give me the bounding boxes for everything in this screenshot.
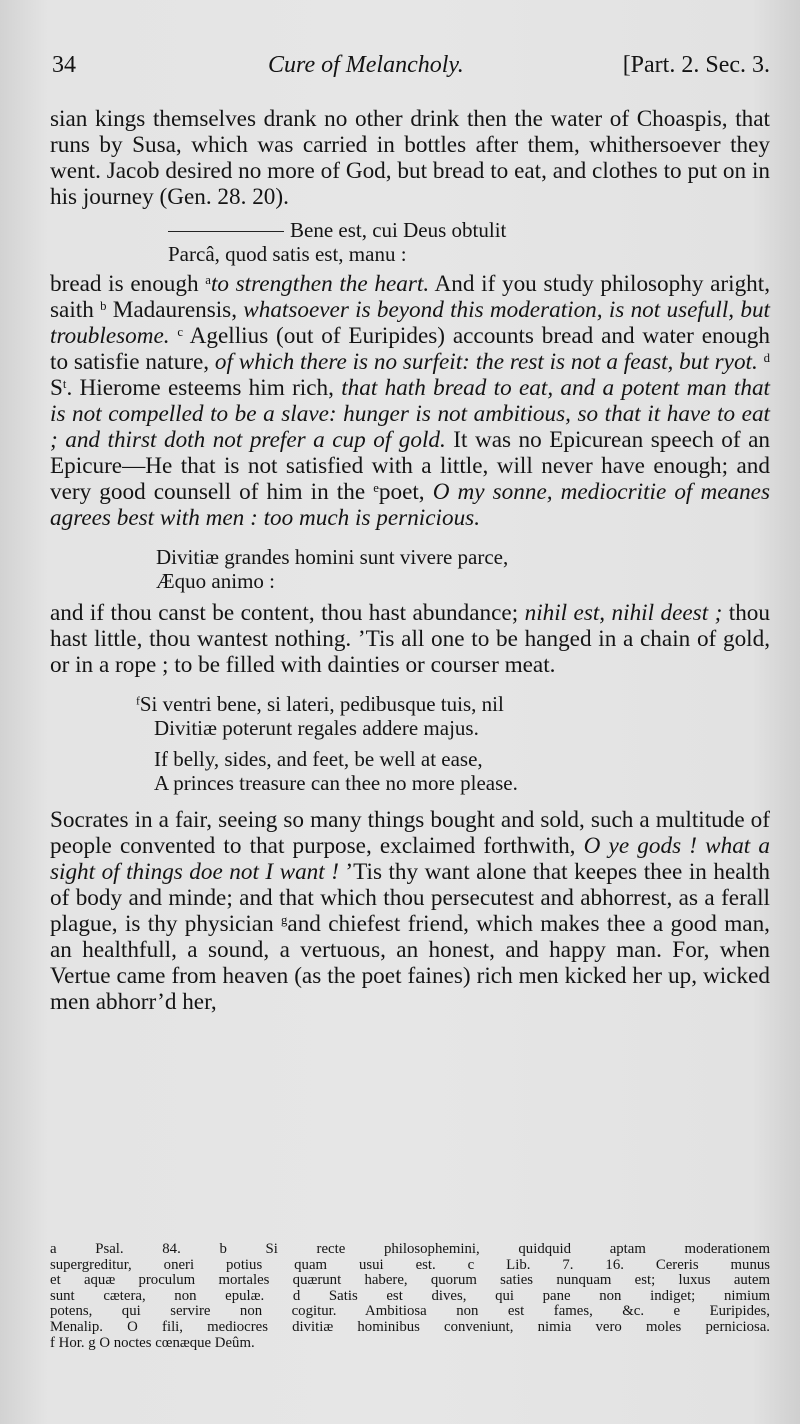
footnote-line: f Hor. g O noctes cœnæque Deûm.: [50, 1334, 255, 1351]
verse-quotation-3: [50, 692, 770, 740]
verse-line: Divitiæ grandes homini sunt vivere parce,: [156, 545, 509, 569]
dash-rule: [168, 231, 284, 232]
verse-line: If belly, sides, and feet, be well at ease,: [154, 747, 483, 771]
footnote-ref: a: [205, 272, 211, 287]
verse-line: Bene est, cui Deus obtulit: [168, 218, 770, 242]
paragraph-2: bread is enough $^a$to strengthen the heart. And if you study philosophy aright, saith $^b$ Madaurensis, whatsoever is beyond this moderation, is not usefull, but troublesome. $^c$ Agellius (out of Euripides) accounts bread and water enough to satisfie nature, of which there is no surfeit: the rest is not a feast, but ryot. $^d$ $S^t$. Hierome esteems him rich, that hath bread to eat, and a potent man that is not compelled to be a slave: hunger is not ambitious, so that it have to eat ; and thirst doth not prefer a cup of gold. It was no Epicurean speech of an Epicure—He that is not satisfied with a little, will never have enough; and very good counsell of him in the $^e$poet, O my sonne, mediocritie of meanes agrees best with men : too much is pernicious.: [50, 271, 771, 531]
page-number: 34: [52, 52, 76, 78]
footnote-line: Menalip. O fili, mediocres divitiæ hominibus conveniunt, nimia vero moles perniciosa.: [50, 1318, 770, 1335]
verse-line: A princes treasure can thee no more please.: [154, 771, 518, 795]
verse-line: $^f$Si ventri bene, si lateri, pedibusque tuis, nil: [136, 692, 504, 716]
verse-line: Parcâ, quod satis est, manu :: [168, 242, 407, 266]
verse-line: Divitiæ poterunt regales addere majus.: [154, 716, 479, 740]
footnote-line: a Psal. 84. b Si recte philosophemini, quidquid aptam moderationem: [50, 1241, 770, 1257]
paragraph-4: Socrates in a fair, seeing so many things bought and sold, such a multitude of people convented to that purpose, exclaimed forthwith, O ye gods ! what a sight of things doe not I want ! ’Tis thy want alone that keepes thee in health of body and minde; and that which thou persecutest and abhorrest, as a ferall plague, is thy physician $^g$and chiefest friend, which makes thee a good man, an healthfull, a sound, a vertuous, an honest, and happy man. For, when Vertue came from heaven (as the poet faines) rich men kicked her up, wicked men abhorr’d her,: [50, 807, 771, 1015]
footnote-ref: b: [100, 298, 107, 313]
footnote-line: et aquæ proculum mortales quærunt habere, quorum saties nunquam est; luxus autem: [50, 1272, 770, 1289]
footnote-line: supergreditur, oneri potius quam usui est. c Lib. 7. 16. Cereris munus: [50, 1256, 770, 1273]
footnote-line: potens, qui servire non cogitur. Ambitiosa non est fames, &c. e Euripides,: [50, 1303, 770, 1320]
paragraph-1: sian kings themselves drank no other drink then the water of Choaspis, that runs by Susa, which was carried in bottles after them, whithersoever they went. Jacob desired no more of God, but bread to eat, and clothes to put on in his journey (Gen. 28. 20).: [50, 106, 770, 210]
verse-quotation-1: [50, 218, 770, 266]
paragraph-3: and if thou canst be content, thou hast abundance; nihil est, nihil deest ; thou hast little, thou wantest nothing. ’Tis all one to be hanged in a chain of gold, or in a rope ; to be filled with dainties or courser meat.: [50, 600, 770, 678]
footnote-ref: g: [281, 912, 288, 927]
section-label: [Part. 2. Sec. 3.: [622, 52, 770, 78]
running-title: Cure of Melancholy.: [268, 52, 464, 78]
main-text: [50, 106, 770, 1015]
footnote-ref: f: [136, 695, 140, 708]
footnote-line: sunt cætera, non epulæ. d Satis est dives, qui pane non indiget; nimium: [50, 1287, 770, 1304]
running-header: [52, 52, 770, 86]
footnotes: [50, 1242, 770, 1351]
footnote-ref: c: [177, 324, 184, 339]
verse-line: Æquo animo :: [156, 569, 275, 593]
footnote-ref: d: [763, 350, 770, 365]
verse-quotation-2: [50, 545, 770, 593]
footnote-ref: e: [373, 480, 379, 495]
verse-translation: [50, 747, 770, 795]
